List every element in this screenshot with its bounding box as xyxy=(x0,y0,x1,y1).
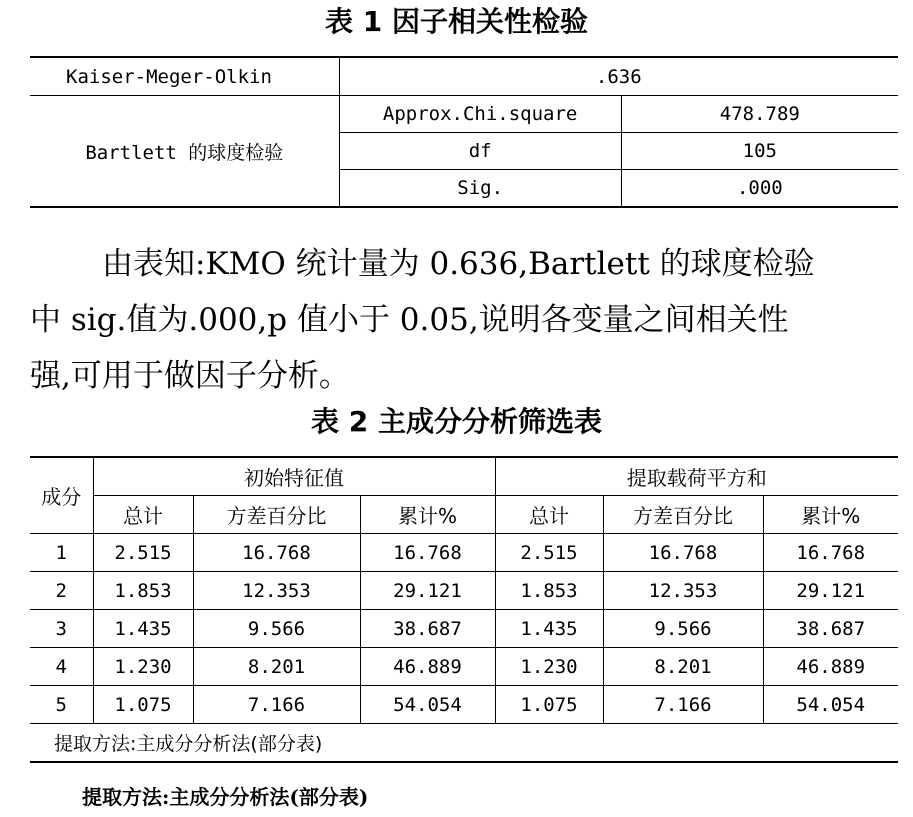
value-cell: 29.121 xyxy=(360,572,495,610)
value-cell: 8.201 xyxy=(193,648,360,686)
df-value: 105 xyxy=(621,133,898,170)
total-header: 总计 xyxy=(495,496,603,534)
component-cell: 4 xyxy=(30,648,93,686)
component-cell: 1 xyxy=(30,534,93,572)
value-cell: 1.435 xyxy=(93,610,193,648)
cumulative-header: 累计% xyxy=(763,496,898,534)
value-cell: 46.889 xyxy=(763,648,898,686)
table-row xyxy=(30,57,898,96)
component-header: 成分 xyxy=(30,457,93,534)
value-cell: 1.230 xyxy=(495,648,603,686)
header-row xyxy=(30,457,898,496)
value-cell: 38.687 xyxy=(360,610,495,648)
component-cell: 5 xyxy=(30,686,93,724)
initial-eigenvalues-header: 初始特征值 xyxy=(93,457,495,496)
value-cell: 16.768 xyxy=(360,534,495,572)
footnote-row xyxy=(30,724,898,763)
subheader-row xyxy=(30,496,898,534)
extraction-method-note: 提取方法:主成分分析法(部分表) xyxy=(82,785,369,809)
value-cell: 7.166 xyxy=(603,686,763,724)
paragraph-line-3: 强,可用于做因子分析。 xyxy=(30,358,350,394)
value-cell: 16.768 xyxy=(763,534,898,572)
cumulative-header: 累计% xyxy=(360,496,495,534)
paragraph-line-1: 由表知:KMO 统计量为 0.636,Bartlett 的球度检验 xyxy=(102,246,815,282)
value-cell: 16.768 xyxy=(603,534,763,572)
bartlett-label: Bartlett 的球度检验 xyxy=(30,96,339,208)
value-cell: 29.121 xyxy=(763,572,898,610)
table-row xyxy=(30,648,898,686)
value-cell: 8.201 xyxy=(603,648,763,686)
table-row xyxy=(30,572,898,610)
kmo-label: Kaiser-Meger-Olkin xyxy=(30,57,339,96)
value-cell: 1.853 xyxy=(495,572,603,610)
value-cell: 16.768 xyxy=(193,534,360,572)
value-cell: 7.166 xyxy=(193,686,360,724)
table-footnote: 提取方法:主成分分析法(部分表) xyxy=(54,733,323,755)
variance-percent-header: 方差百分比 xyxy=(603,496,763,534)
value-cell: 54.054 xyxy=(763,686,898,724)
df-label: df xyxy=(339,133,621,170)
value-cell: 1.075 xyxy=(495,686,603,724)
value-cell: 1.435 xyxy=(495,610,603,648)
total-header: 总计 xyxy=(93,496,193,534)
value-cell: 1.230 xyxy=(93,648,193,686)
value-cell: 1.075 xyxy=(93,686,193,724)
table-row xyxy=(30,534,898,572)
sig-value: .000 xyxy=(736,177,783,199)
factor-correlation-table xyxy=(30,56,898,208)
variance-percent-header: 方差百分比 xyxy=(193,496,360,534)
component-cell: 3 xyxy=(30,610,93,648)
paragraph-line-2: 中 sig.值为.000,p 值小于 0.05,说明各变量之间相关性 xyxy=(30,302,789,338)
value-cell: 2.515 xyxy=(495,534,603,572)
value-cell: 2.515 xyxy=(93,534,193,572)
value-cell: 12.353 xyxy=(603,572,763,610)
component-cell: 2 xyxy=(30,572,93,610)
value-cell: 9.566 xyxy=(193,610,360,648)
value-cell: 54.054 xyxy=(360,686,495,724)
pca-screening-table xyxy=(30,456,898,763)
value-cell: 46.889 xyxy=(360,648,495,686)
table-row xyxy=(30,610,898,648)
kmo-value: .636 xyxy=(339,57,898,96)
table-row xyxy=(30,686,898,724)
table2-title: 表 2 主成分分析筛选表 xyxy=(311,405,602,438)
table1-title: 表 1 因子相关性检验 xyxy=(325,5,588,38)
value-cell: 1.853 xyxy=(93,572,193,610)
chi-square-label: Approx.Chi.square xyxy=(339,96,621,133)
sig-label: Sig. xyxy=(339,170,621,208)
value-cell: 38.687 xyxy=(763,610,898,648)
table-row xyxy=(30,96,898,133)
chi-square-value: 478.789 xyxy=(621,96,898,133)
value-cell: 9.566 xyxy=(603,610,763,648)
extraction-sums-header: 提取载荷平方和 xyxy=(495,457,898,496)
value-cell: 12.353 xyxy=(193,572,360,610)
